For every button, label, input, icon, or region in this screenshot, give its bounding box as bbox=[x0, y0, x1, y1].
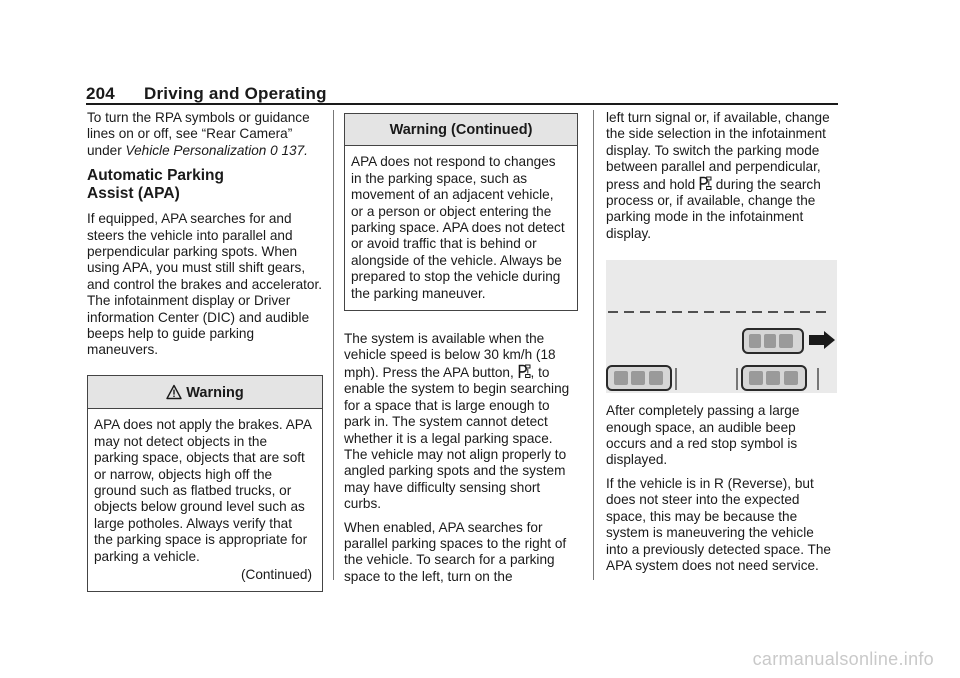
column-2 bbox=[344, 113, 578, 592]
warning-continued: (Continued) bbox=[240, 566, 312, 582]
apa-parking-icon bbox=[518, 364, 531, 379]
watermark: carmanualsonline.info bbox=[752, 649, 934, 669]
column-1 bbox=[87, 110, 323, 592]
moving-vehicle bbox=[743, 329, 803, 353]
warning-text: APA does not apply the brakes. APA may not detect objects in the parking space, objects that are soft or narrow, objects high off the ground such as flatbed trucks, or objects below ground level such as large potholes. Always verify that the parking space is appropriate for parking a vehicle. bbox=[94, 417, 312, 564]
turn-signal-text-b: during the search process or, if available, change the parking mode in the infotainment display. bbox=[606, 176, 821, 241]
intro-paragraph bbox=[87, 110, 323, 159]
heading-line-2: Assist (APA) bbox=[87, 185, 180, 203]
parking-diagram bbox=[606, 260, 837, 393]
column-divider-2 bbox=[593, 110, 594, 580]
warning-header bbox=[88, 376, 322, 409]
parked-vehicle-2 bbox=[742, 366, 806, 390]
apa-parking-icon bbox=[699, 176, 712, 191]
search-paragraph: When enabled, APA searches for parallel parking spaces to the right of the vehicle. To search for a parking space to the left, turn on the bbox=[344, 519, 567, 584]
turn-signal-paragraph bbox=[606, 110, 838, 242]
apa-description: If equipped, APA searches for and steers the vehicle into parallel and perpendicular parking spots. When using APA, you must still shift gears, and control the brakes and accelerator. The infotainment display or Driver information Center (DIC) and audible beeps help to guide parking maneuvers. bbox=[87, 211, 323, 358]
warning-box-continued bbox=[344, 113, 578, 311]
warning-continued-header: Warning (Continued) bbox=[345, 114, 577, 146]
availability-text-b: , to enable the system to begin searching for a space that is large enough to park in. The system cannot detect whether it is a legal parking space. The vehicle may not align properly to angled parking spots and the system may have difficulty sensing short curbs. bbox=[344, 364, 570, 512]
availability-paragraph bbox=[344, 331, 578, 512]
vehicle-personalization-link[interactable]: Vehicle Personalization bbox=[125, 142, 267, 158]
warning-box bbox=[87, 375, 323, 592]
reverse-paragraph: If the vehicle is in R (Reverse), but does not steer into the expected space, this may be because the system is maneuvering the vehicle into a previously detected space. The APA system does not need service. bbox=[606, 475, 831, 573]
warning-body bbox=[88, 409, 322, 591]
warning-continued-text: APA does not respond to changes in the parking space, such as movement of an adjacent vehicle, or a person or object entering the parking space. APA does not detect or avoid traffic that is behind or alongside of the vehicle. Always be prepared to stop the vehicle during the parking maneuver. bbox=[351, 154, 565, 301]
header-rule bbox=[86, 103, 838, 105]
column-3 bbox=[606, 110, 838, 581]
stop-symbol-paragraph: After completely passing a large enough space, an audible beep occurs and a red stop symbol is displayed. bbox=[606, 403, 800, 468]
warning-title: Warning bbox=[186, 384, 244, 401]
parking-search-illustration bbox=[606, 260, 837, 393]
column-divider-1 bbox=[333, 110, 334, 580]
section-heading bbox=[87, 167, 323, 203]
section-title: Driving and Operating bbox=[144, 84, 327, 103]
availability-text-a: The system is available when the vehicle speed is below 30 km/h (18 mph). Press the APA button, bbox=[344, 331, 556, 380]
warning-triangle-icon bbox=[166, 384, 182, 400]
page-number: 204 bbox=[86, 84, 115, 103]
heading-line-1: Automatic Parking bbox=[87, 167, 224, 185]
page-reference: 0 137. bbox=[266, 142, 308, 158]
turn-signal-text-a: left turn signal or, if available, change the side selection in the infotainment display. To switch the parking mode between parallel and perpendicular, press and hold bbox=[606, 110, 830, 192]
parked-vehicle-1 bbox=[607, 366, 671, 390]
intro-text: To turn the RPA symbols or guidance lines on or off, see “Rear Camera” under bbox=[87, 110, 310, 158]
page-header bbox=[86, 84, 327, 104]
